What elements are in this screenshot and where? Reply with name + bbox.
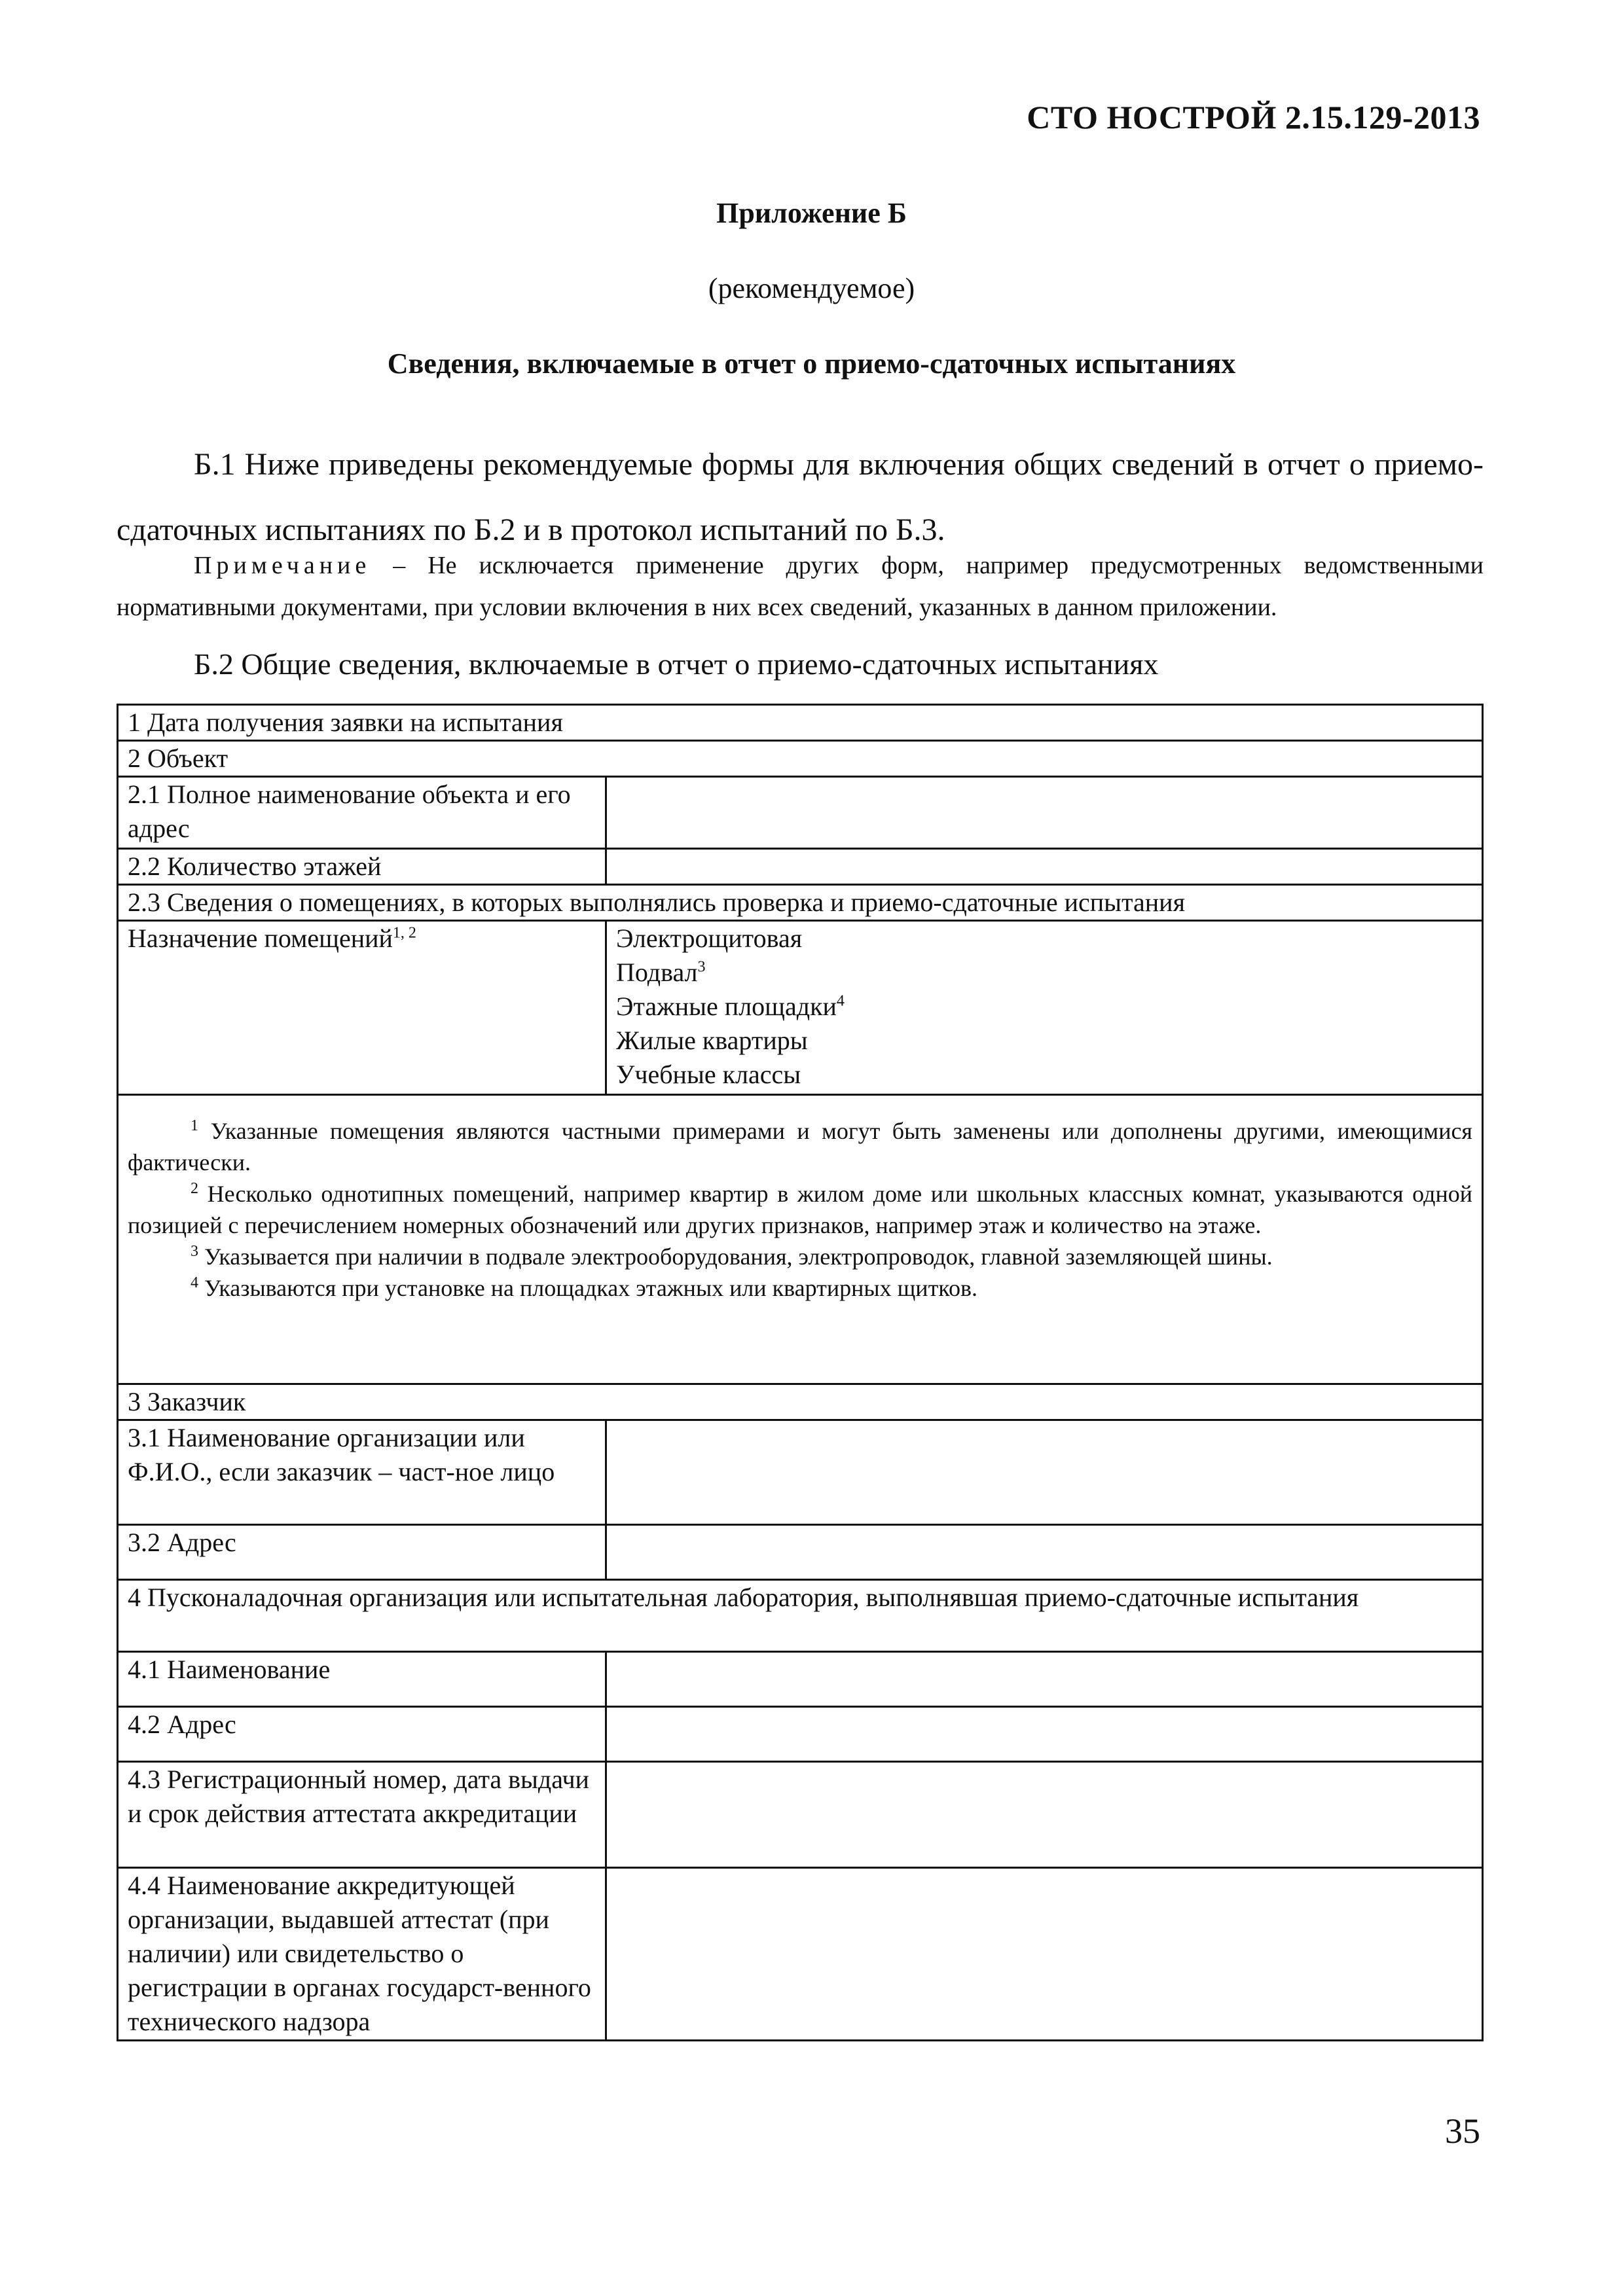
room-footnote-ref: 3 — [697, 958, 706, 976]
table-row — [118, 1868, 1483, 2041]
table-row — [118, 849, 1483, 885]
table-row — [118, 1652, 1483, 1707]
paragraph-b1: Б.1 Ниже приведены рекомендуемые формы для включения общих сведений в отчет о приемо-сдаточных испытаниях по Б.2 и в протокол испытаний по Б.3. — [117, 447, 1484, 547]
org-address-value-cell[interactable] — [606, 1707, 1483, 1762]
room-item-text: Этажные площадки — [616, 992, 837, 1021]
footnote-1-text: Указанные помещения являются частными примерами и могут быть заменены или дополнены другими, имеющимися фактически. — [128, 1118, 1472, 1175]
section-title: Сведения, включаемые в отчет о приемо-сдаточных испытаниях — [387, 348, 1236, 380]
object-name-value-cell[interactable] — [606, 777, 1483, 849]
customer-address-value-cell[interactable] — [606, 1525, 1483, 1580]
row-org-address-label: 4.2 Адрес — [118, 1707, 606, 1762]
row-object-name-label: 2.1 Полное наименование объекта и его адрес — [118, 777, 606, 849]
note-text: – Не исключается применение других форм, например предусмотренных ведомственными нормативными документами, при условии включения в них всех сведений, указанных в данном приложении. — [117, 552, 1484, 621]
org-name-value-cell[interactable] — [606, 1652, 1483, 1707]
rooms-purpose-label — [118, 921, 606, 1095]
rooms-purpose-footnote-ref: 1, 2 — [392, 924, 416, 942]
note-label: Примечание — [194, 552, 371, 579]
footnote-3 — [128, 1241, 1472, 1272]
accreditation-value-cell[interactable] — [606, 1762, 1483, 1868]
room-item: Учебные классы — [616, 1060, 801, 1089]
floors-value-cell[interactable] — [606, 849, 1483, 885]
room-footnote-ref: 4 — [836, 992, 845, 1010]
table-caption: Б.2 Общие сведения, включаемые в отчет о приемо-сдаточных испытаниях — [194, 647, 1159, 681]
row-customer-name-label: 3.1 Наименование организации или Ф.И.О., если заказчик – част-ное лицо — [118, 1420, 606, 1525]
row-accrediting-body-label: 4.4 Наименование аккредитующей организации, выдавшей аттестат (при наличии) или свидетельство о регистрации в органах государст-венного технического надзора — [118, 1868, 606, 2041]
footnote-1-number: 1 — [191, 1117, 198, 1134]
footnote-2 — [128, 1178, 1472, 1241]
room-item — [616, 956, 1472, 990]
rooms-purpose-text: Назначение помещений — [128, 924, 393, 953]
room-item-text: Подвал — [616, 958, 698, 987]
row-object: 2 Объект — [118, 741, 1483, 777]
table-row — [118, 777, 1483, 849]
customer-name-value-cell[interactable] — [606, 1420, 1483, 1525]
table-row — [118, 1762, 1483, 1868]
footnote-4-text: Указываются при установке на площадках этажных или квартирных щитков. — [198, 1275, 977, 1301]
row-request-date: 1 Дата получения заявки на испытания — [118, 705, 1483, 741]
row-org-name-label: 4.1 Наименование — [118, 1652, 606, 1707]
table-row — [118, 921, 1483, 1095]
appendix-status: (рекомендуемое) — [708, 272, 915, 304]
table-row — [118, 1707, 1483, 1762]
footnote-3-text: Указывается при наличии в подвале электрооборудования, электропроводок, главной заземляющей шины. — [198, 1244, 1273, 1270]
rooms-list — [606, 921, 1483, 1095]
accrediting-body-value-cell[interactable] — [606, 1868, 1483, 2041]
table-row — [118, 1420, 1483, 1525]
footnotes-cell — [118, 1095, 1483, 1384]
page-number: 35 — [1445, 2111, 1480, 2151]
row-floors-label: 2.2 Количество этажей — [118, 849, 606, 885]
table-row — [118, 705, 1483, 741]
room-item — [616, 990, 1472, 1024]
room-item: Электрощитовая — [616, 924, 803, 953]
footnote-3-number: 3 — [191, 1243, 198, 1260]
document-code: СТО НОСТРОЙ 2.15.129-2013 — [1027, 99, 1480, 135]
general-info-table — [117, 704, 1484, 2041]
footnote-4 — [128, 1272, 1472, 1304]
row-rooms-info: 2.3 Сведения о помещениях, в которых выполнялись проверка и приемо-сдаточные испытания — [118, 885, 1483, 921]
room-item: Жилые квартиры — [616, 1026, 808, 1055]
note — [117, 545, 1484, 628]
row-customer-address-label: 3.2 Адрес — [118, 1525, 606, 1580]
table-row — [118, 1095, 1483, 1384]
row-accreditation-label: 4.3 Регистрационный номер, дата выдачи и срок действия аттестата аккредитации — [118, 1762, 606, 1868]
table-row — [118, 1580, 1483, 1652]
footnote-1 — [128, 1115, 1472, 1178]
row-commissioning-org: 4 Пусконаладочная организация или испытательная лаборатория, выполнявшая приемо-сдаточные испытания — [118, 1580, 1483, 1652]
footnote-4-number: 4 — [191, 1274, 198, 1291]
footnote-2-number: 2 — [191, 1180, 198, 1197]
table-row — [118, 885, 1483, 921]
table-row — [118, 741, 1483, 777]
row-customer: 3 Заказчик — [118, 1384, 1483, 1420]
table-row — [118, 1525, 1483, 1580]
footnote-2-text: Несколько однотипных помещений, например квартир в жилом доме или школьных классных комнат, указываются одной позицией с перечислением номерных обозначений или других признаков, например этаж и количество на этаже. — [128, 1181, 1472, 1238]
table-row — [118, 1384, 1483, 1420]
appendix-title: Приложение Б — [716, 197, 907, 229]
